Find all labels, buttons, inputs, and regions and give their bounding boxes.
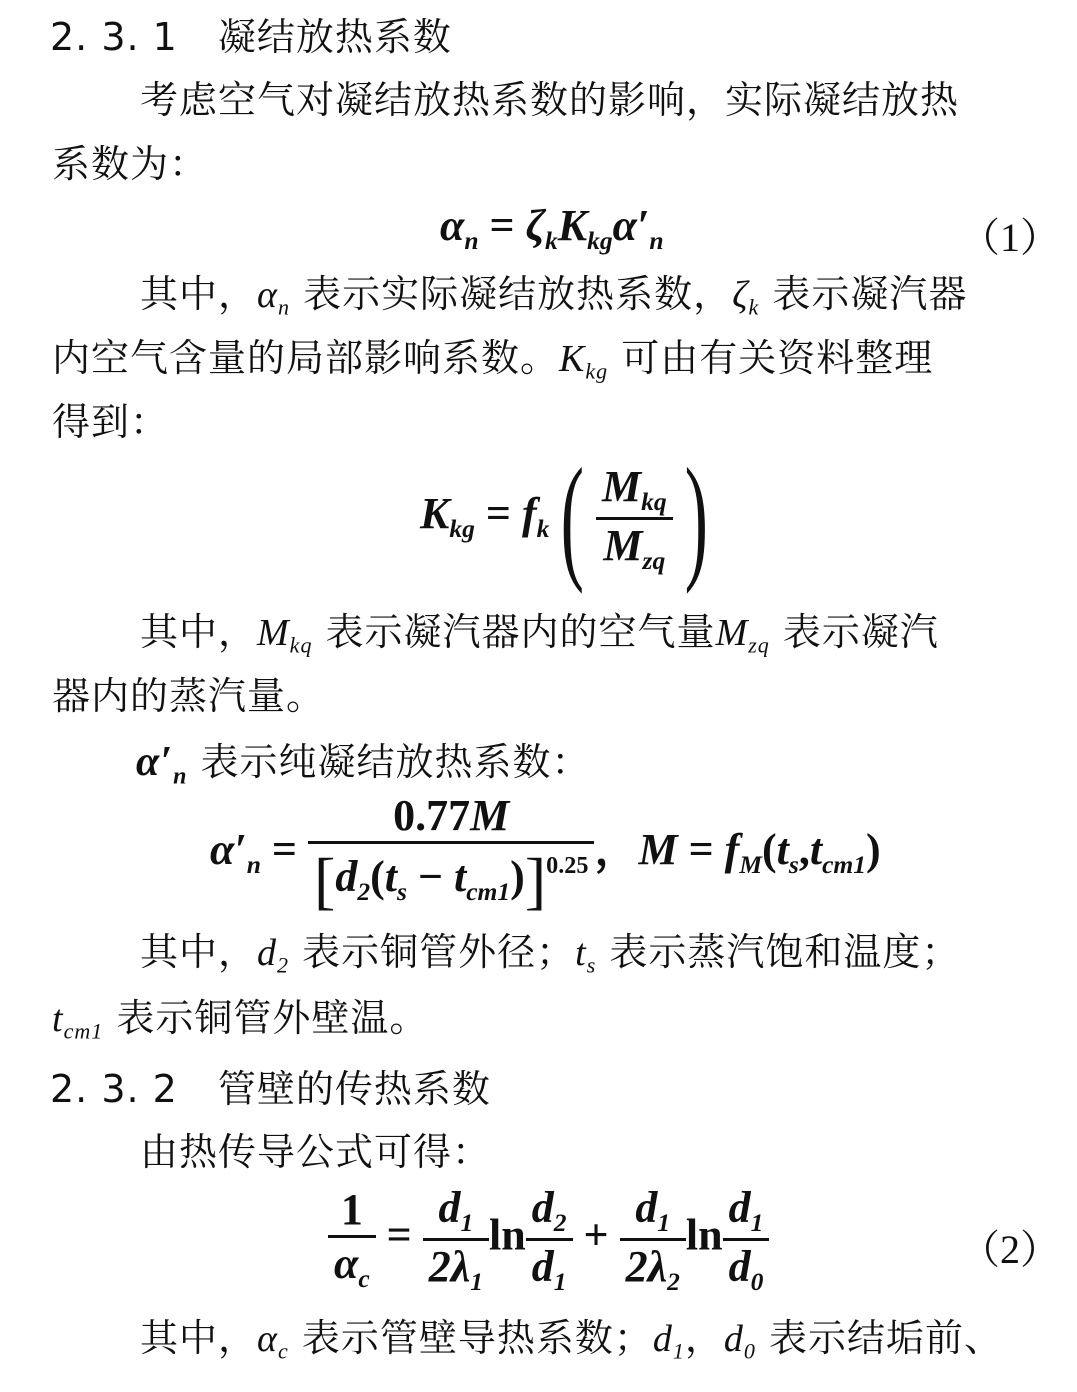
paragraph-3-line-2: 器内的蒸汽量。 bbox=[52, 674, 326, 718]
equation-1-number: （1） bbox=[960, 215, 1060, 260]
fraction: $\frac{d_1}{d_0}$ bbox=[723, 1182, 770, 1297]
section-heading-2-3-2 bbox=[50, 1058, 491, 1113]
paragraph-5-line-1: 其中，$d_2$ 表示铜管外径；$t_s$ 表示蒸汽饱和温度； bbox=[140, 930, 961, 978]
fraction: $\frac{d_1}{2\lambda_2}$ bbox=[620, 1182, 686, 1297]
fraction: $\frac{d_2}{d_1}$ bbox=[526, 1182, 573, 1297]
equation-alpha-n-prime: $\alpha'_n$ = $\frac{0.77M}{[d_2(t_s - t_{cm1})]^{0.25}}$ ，$M = f_M(t_s,t_{cm1})$ bbox=[210, 791, 881, 916]
paragraph-text: 考虑空气对凝结放热系数的影响，实际凝结放热 bbox=[140, 78, 960, 122]
section-number: 2. 3. 2 bbox=[50, 1067, 178, 1111]
section-heading-2-3-1 bbox=[50, 6, 452, 61]
paragraph-5-line-2: $t_{cm1}$ 表示铜管外壁温。 bbox=[52, 996, 429, 1044]
paragraph-1 bbox=[140, 68, 959, 132]
paragraph-text: 系数为： bbox=[52, 142, 209, 186]
section-title: 凝结放热系数 bbox=[217, 15, 452, 59]
paragraph-2-line-3: 得到： bbox=[52, 400, 170, 444]
fraction: $\frac{d_1}{2\lambda_1}$ bbox=[423, 1182, 489, 1297]
fraction: $\frac{1}{\alpha_c}$ bbox=[328, 1184, 376, 1294]
paragraph-7: 其中，$\alpha_c$ 表示管壁导热系数；$d_1$，$d_0$ 表示结垢前、 bbox=[140, 1316, 1003, 1364]
section-number: 2. 3. 1 bbox=[50, 15, 178, 59]
equation-2-number: （2） bbox=[960, 1227, 1060, 1272]
fraction: $\frac{0.77M}{[d_2(t_s - t_{cm1})]^{0.25}}$ bbox=[308, 790, 594, 918]
paragraph-2-line-2: 内空气含量的局部影响系数。$K_{kg}$ 可由有关资料整理 bbox=[52, 336, 934, 384]
paragraph-4: $\alpha'_n$ 表示纯凝结放热系数： bbox=[136, 739, 591, 790]
paragraph-6: 由热传导公式可得： bbox=[140, 1130, 492, 1174]
equation-kkg: $K_{kg} = f_k$( $\frac{M_{kq}}{M_{zq}}$ ) bbox=[420, 440, 708, 595]
paragraph-3-line-1: 其中，$M_{kq}$ 表示凝汽器内的空气量$M_{zq}$ 表示凝汽 bbox=[140, 610, 939, 658]
paragraph-1-continued bbox=[52, 132, 208, 196]
equation-2: $\frac{1}{\alpha_c}$ = $\frac{d_1}{2\lambda_1}$ ln $\frac{d_2}{d_1}$ + $\frac{d_1}{2\lambda_2}$ ln $\frac{d_1}{d_0}$ bbox=[328, 1182, 769, 1297]
paragraph-2-line-1: 其中，$\alpha_n$ 表示实际凝结放热系数，$\zeta_k$ 表示凝汽器 bbox=[140, 272, 968, 320]
fraction: $\frac{M_{kq}}{M_{zq}}$ bbox=[596, 461, 673, 576]
section-title: 管壁的传热系数 bbox=[217, 1067, 491, 1111]
equation-1: $\alpha_n = \zeta_kK_{kg}\alpha'_n$ bbox=[440, 201, 664, 255]
